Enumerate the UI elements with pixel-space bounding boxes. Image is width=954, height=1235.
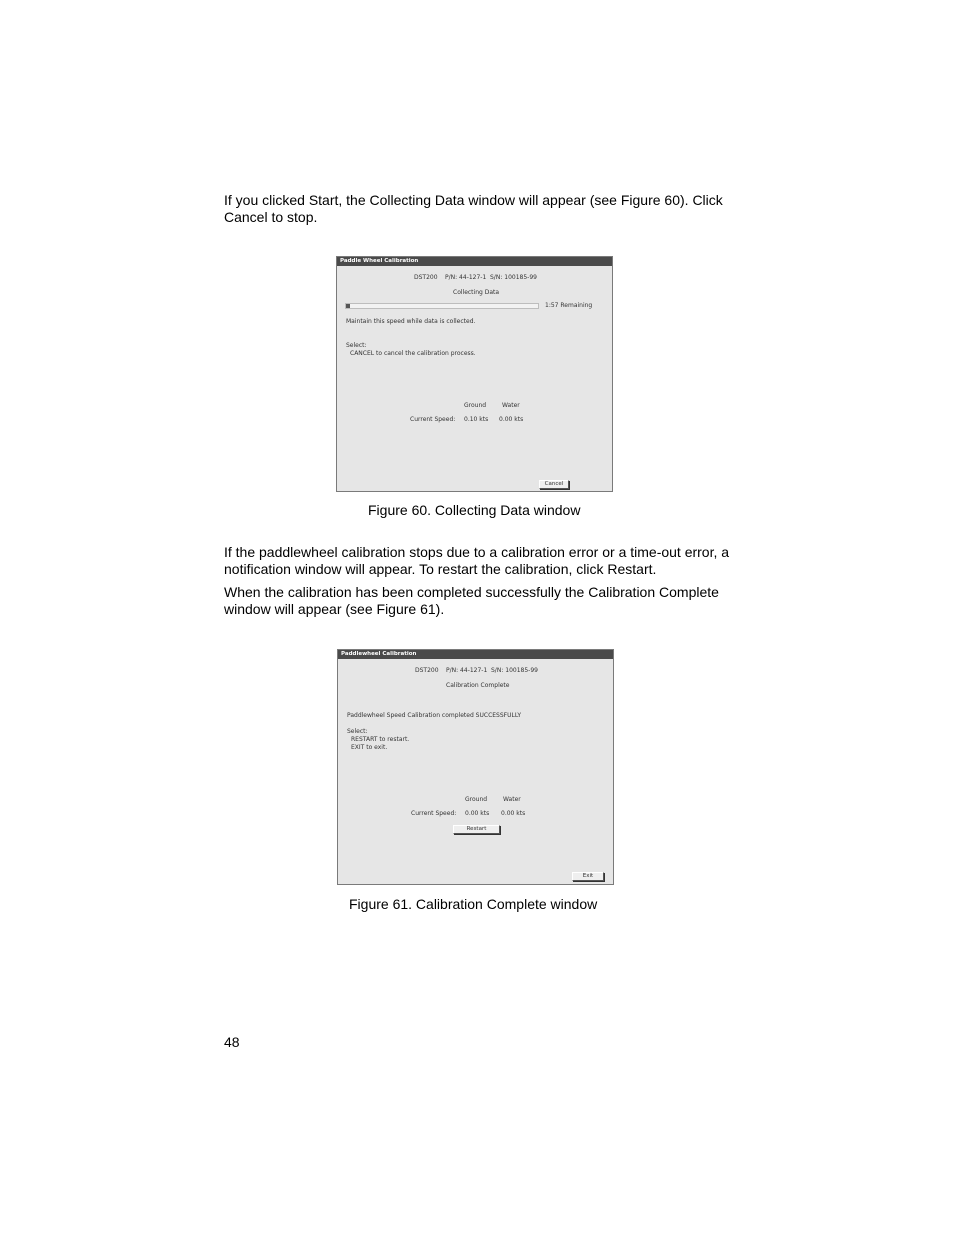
serial-number: S/N: 100185-99 xyxy=(490,274,537,281)
ground-speed-value: 0.10 kts xyxy=(464,416,489,423)
page-number: 48 xyxy=(224,1034,240,1050)
ground-speed-value: 0.00 kts xyxy=(465,810,490,817)
intro-paragraph: If you clicked Start, the Collecting Data window will appear (see Figure 60). Click Cancel to stop. xyxy=(224,192,723,225)
time-remaining: 1:57 Remaining xyxy=(545,302,593,309)
select-label: Select: xyxy=(347,728,368,735)
cancel-button[interactable]: Cancel xyxy=(539,480,569,489)
serial-number: S/N: 100185-99 xyxy=(491,667,538,674)
column-ground: Ground xyxy=(464,402,487,409)
device-label: DST200 xyxy=(415,667,439,674)
window-titlebar: Paddlewheel Calibration xyxy=(338,650,613,659)
water-speed-value: 0.00 kts xyxy=(501,810,526,817)
column-water: Water xyxy=(503,796,521,803)
select-label: Select: xyxy=(346,342,367,349)
restart-button[interactable]: Restart xyxy=(453,825,500,834)
part-number: P/N: 44-127-1 xyxy=(446,667,488,674)
instruction-text: Maintain this speed while data is collected. xyxy=(346,318,476,325)
exit-button[interactable]: Exit xyxy=(572,872,604,881)
column-ground: Ground xyxy=(465,796,488,803)
figure-61-caption: Figure 61. Calibration Complete window xyxy=(349,896,598,912)
error-paragraph: If the paddlewheel calibration stops due to a calibration error or a time-out error, a notification window will appear. To restart the calibration, click Restart. xyxy=(224,544,730,577)
window-titlebar: Paddle Wheel Calibration xyxy=(337,257,612,266)
current-speed-label: Current Speed: xyxy=(411,810,457,817)
status-text: Calibration Complete xyxy=(446,682,510,689)
success-message: Paddlewheel Speed Calibration completed SUCCESSFULLY xyxy=(347,712,522,719)
figure-60-caption: Figure 60. Collecting Data window xyxy=(368,502,581,518)
collecting-data-window xyxy=(336,256,613,492)
water-speed-value: 0.00 kts xyxy=(499,416,524,423)
calibration-complete-window xyxy=(337,649,614,885)
device-label: DST200 xyxy=(414,274,438,281)
column-water: Water xyxy=(502,402,520,409)
current-speed-label: Current Speed: xyxy=(410,416,456,423)
complete-paragraph: When the calibration has been completed successfully the Calibration Complete window will appear (see Figure 61). xyxy=(224,584,719,617)
status-text: Collecting Data xyxy=(453,289,500,296)
part-number: P/N: 44-127-1 xyxy=(445,274,487,281)
select-option-exit: EXIT to exit. xyxy=(351,744,388,751)
select-option-restart: RESTART to restart. xyxy=(351,736,410,743)
progress-fill xyxy=(346,304,350,308)
progress-bar xyxy=(345,303,539,309)
select-option-cancel: CANCEL to cancel the calibration process. xyxy=(350,350,476,357)
